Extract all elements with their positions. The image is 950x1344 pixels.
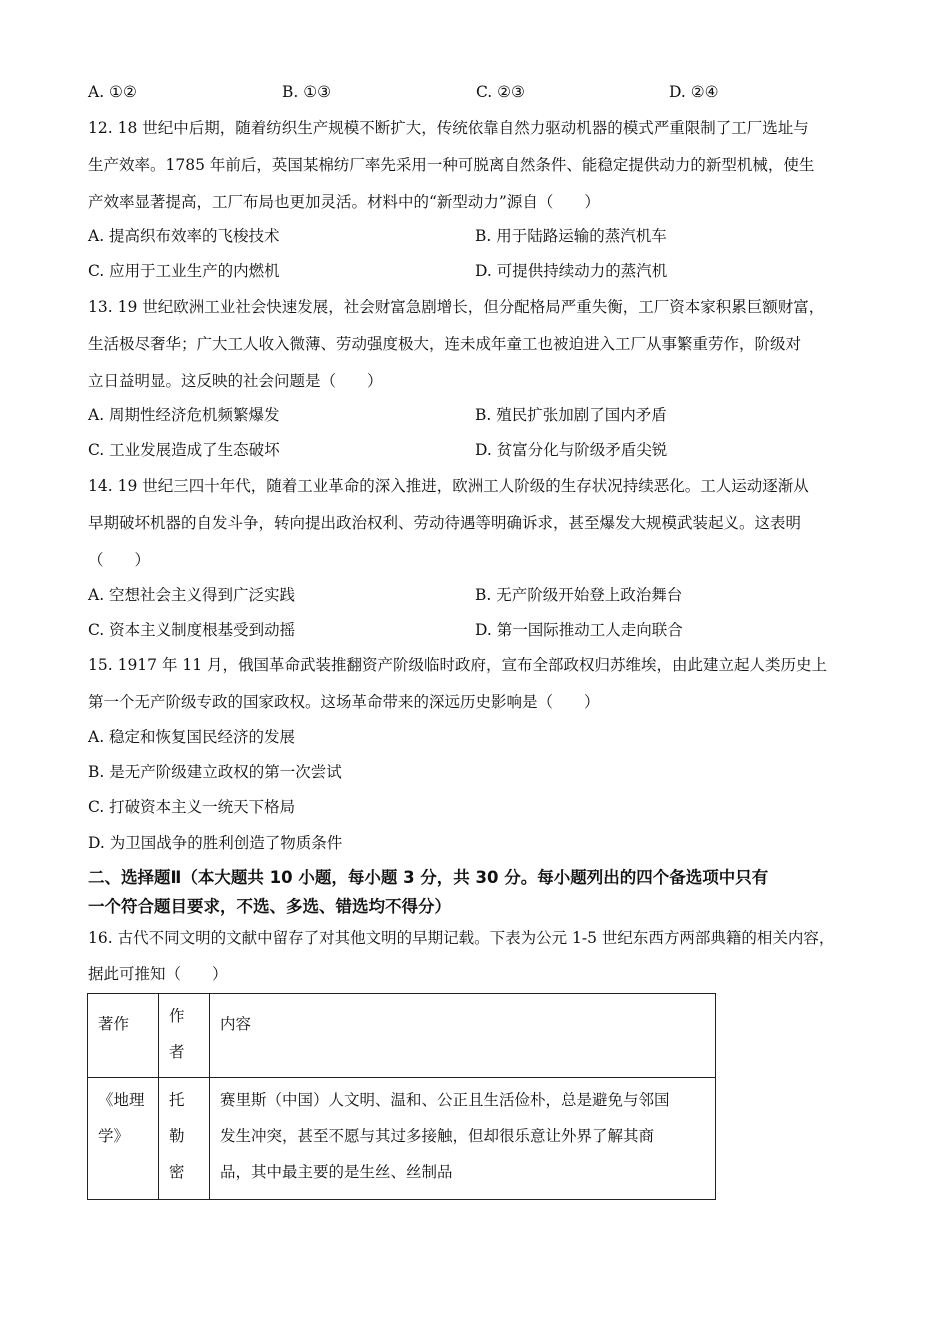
q13-stem-line-1: 13. 19 世纪欧洲工业社会快速发展，社会财富急剧增长，但分配格局严重失衡，工厂资本家积累巨额财富，: [88, 298, 825, 316]
q15-stem-line-1: 15. 1917 年 11 月，俄国革命武装推翻资产阶级临时政府，宣布全部政权归苏维埃，由此建立起人类历史上: [88, 656, 828, 674]
q12-stem-line-1: 12. 18 世纪中后期，随着纺织生产规模不断扩大，传统依靠自然力驱动机器的模式严重限制了工厂选址与: [88, 119, 809, 137]
q16-stem-line-1: 16. 古代不同文明的文献中留存了对其他文明的早期记载。下表为公元 1-5 世纪东西方两部典籍的相关内容，: [88, 929, 835, 947]
section-2-heading-line-1: 二、选择题Ⅱ（本大题共 10 小题，每小题 3 分，共 30 分。每小题列出的四个备选项中只有: [88, 868, 769, 887]
row-content: [210, 1078, 716, 1200]
q15-stem-line-2: 第一个无产阶级专政的国家政权。这场革命带来的深远历史影响是（ ）: [88, 693, 600, 711]
q12-stem-line-3: 产效率显著提高，工厂布局也更加灵活。材料中的“新型动力”源自（ ）: [88, 193, 600, 211]
header-content: [210, 994, 716, 1078]
q12-option-a: A. 提高织布效率的飞梭技术: [88, 227, 280, 245]
q14-stem-line-3: （ ）: [88, 551, 151, 569]
q11-option-d: D. ②④: [669, 83, 719, 101]
row-author-char-3: 密: [169, 1163, 185, 1181]
table-header-row: [88, 994, 716, 1078]
q12-option-d: D. 可提供持续动力的蒸汽机: [475, 262, 668, 280]
q12-stem-line-2: 生产效率。1785 年前后，英国某棉纺厂率先采用一种可脱离自然条件、能稳定提供动力的新型机械，使生: [88, 156, 815, 174]
q15-option-c: C. 打破资本主义一统天下格局: [88, 798, 296, 816]
q13-stem-line-3: 立日益明显。这反映的社会问题是（ ）: [88, 372, 383, 390]
q14-options-row-1: [88, 585, 868, 605]
row-work-line-2: 学》: [98, 1127, 130, 1145]
q11-option-b: B. ①③: [282, 83, 332, 101]
q13-options-row-2: [88, 440, 868, 460]
q13-options-row-1: [88, 405, 868, 425]
q15-option-a: A. 稳定和恢复国民经济的发展: [88, 728, 296, 746]
q11-option-a: A. ①②: [88, 83, 137, 101]
header-work-text: 著作: [98, 1015, 130, 1033]
q13-stem-line-2: 生活极尽奢华；广大工人收入微薄、劳动强度极大，连未成年童工也被迫进入工厂从事繁重劳作，阶级对: [88, 335, 802, 353]
q13-option-a: A. 周期性经济危机频繁爆发: [88, 406, 280, 424]
table-row: [88, 1078, 716, 1200]
q12-options-row-1: [88, 226, 868, 246]
header-author-char-1: 作: [169, 1007, 185, 1025]
row-work-line-1: 《地理: [98, 1091, 145, 1109]
q14-option-b: B. 无产阶级开始登上政治舞台: [475, 586, 683, 604]
header-author-text: [159, 994, 209, 1070]
q14-options-row-2: [88, 620, 868, 640]
header-author-char-2: 者: [169, 1043, 185, 1061]
q13-option-c: C. 工业发展造成了生态破坏: [88, 441, 280, 459]
q14-option-d: D. 第一国际推动工人走向联合: [475, 621, 683, 639]
row-work: [88, 1078, 159, 1200]
q14-stem-line-2: 早期破坏机器的自发斗争，转向提出政治权利、劳动待遇等明确诉求，甚至爆发大规模武装起义。这表明: [88, 514, 802, 532]
header-author: [159, 994, 210, 1078]
q13-option-b: B. 殖民扩张加剧了国内矛盾: [475, 406, 667, 424]
q15-option-d: D. 为卫国战争的胜利创造了物质条件: [88, 834, 343, 852]
row-author: [159, 1078, 210, 1200]
q12-option-b: B. 用于陆路运输的蒸汽机车: [475, 227, 667, 245]
q15-option-b: B. 是无产阶级建立政权的第一次尝试: [88, 763, 342, 781]
q16-stem-line-2: 据此可推知（ ）: [88, 965, 228, 983]
row-author-char-1: 托: [169, 1091, 185, 1109]
q11-options: [88, 82, 868, 102]
section-2-heading-line-2: 一个符合题目要求，不选、多选、错选均不得分）: [88, 897, 451, 916]
header-content-text: 内容: [220, 1015, 252, 1033]
q13-option-d: D. 贫富分化与阶级矛盾尖锐: [475, 441, 668, 459]
q12-option-c: C. 应用于工业生产的内燃机: [88, 262, 280, 280]
q16-source-table: [87, 993, 716, 1200]
q14-option-c: C. 资本主义制度根基受到动摇: [88, 621, 296, 639]
header-work: [88, 994, 159, 1078]
row-content-line-1: 赛里斯（中国）人文明、温和、公正且生活俭朴，总是避免与邻国: [220, 1091, 670, 1109]
q11-option-c: C. ②③: [476, 83, 525, 101]
q14-option-a: A. 空想社会主义得到广泛实践: [88, 586, 296, 604]
q12-options-row-2: [88, 261, 868, 281]
q14-stem-line-1: 14. 19 世纪三四十年代，随着工业革命的深入推进，欧洲工人阶级的生存状况持续恶化。工人运动逐渐从: [88, 477, 809, 495]
row-content-line-2: 发生冲突，甚至不愿与其过多接触，但却很乐意让外界了解其商: [220, 1127, 655, 1145]
row-author-char-2: 勒: [169, 1127, 185, 1145]
row-content-line-3: 品，其中最主要的是生丝、丝制品: [220, 1163, 453, 1181]
